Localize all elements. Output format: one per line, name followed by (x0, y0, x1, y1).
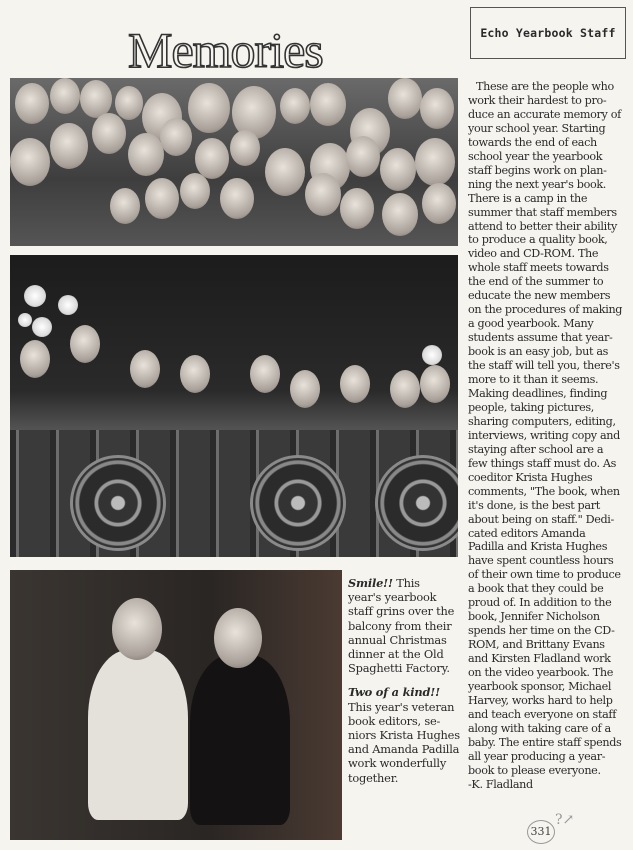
article-line: about being on staff." Dedi- (468, 512, 614, 526)
student-face (145, 178, 179, 219)
article-line: staff begins work on plan- (468, 163, 607, 177)
student-face (20, 340, 50, 378)
editors-photo (10, 570, 342, 840)
article-line: cated editors Amanda (468, 526, 586, 540)
student-face (70, 325, 100, 363)
caption-line: and Amanda Padilla (348, 742, 460, 757)
student-face (180, 173, 210, 209)
article-line: video and CD-ROM. The (468, 247, 599, 261)
article-line: it's done, is the best part (468, 498, 600, 512)
article-line: book, Jennifer Nicholson (468, 610, 600, 624)
student-face (310, 83, 346, 126)
student-face (380, 148, 416, 191)
article-line: There is a camp in the (468, 191, 588, 205)
caption-line: work wonderfully (348, 756, 447, 771)
caption-line: staff grins over the (348, 604, 455, 619)
student-face (110, 188, 140, 224)
student-face (305, 173, 341, 216)
caption-line: Spaghetti Factory. (348, 661, 450, 676)
article-line: comments, "The book, when (468, 484, 620, 498)
student-face (340, 365, 370, 403)
student-face (92, 113, 126, 154)
student-face (115, 86, 143, 120)
article-line: book to please everyone. (468, 763, 601, 777)
article-line: all year producing a year- (468, 749, 606, 763)
staff-box-title: Echo Yearbook Staff (470, 7, 626, 59)
article-line: to produce a quality book, (468, 233, 608, 247)
article-line: educate the new members (468, 289, 611, 303)
student-face (390, 370, 420, 408)
student-face (340, 188, 374, 229)
article-line: Making deadlines, finding (468, 386, 608, 400)
student-face (346, 136, 380, 177)
article-line: people, taking pictures, (468, 400, 595, 414)
student-face (382, 193, 418, 236)
article-line: towards the end of each (468, 135, 597, 149)
staff-collage-photo (10, 78, 458, 246)
article-line: ning the next year's book. (468, 177, 606, 191)
article-line: a book that they could be (468, 582, 604, 596)
caption-lead: Smile!! (348, 576, 393, 590)
article-line: sharing computers, editing, (468, 414, 616, 428)
student-face (195, 138, 229, 179)
student-face (422, 183, 456, 224)
article-line: students assume that year- (468, 331, 613, 345)
article-line: more to it than it seems. (468, 373, 599, 387)
article-line: summer that staff members (468, 205, 617, 219)
article-line: -K. Fladland (468, 777, 533, 791)
staff-article (468, 80, 633, 792)
article-line: whole staff meets towards (468, 261, 609, 275)
student-face (188, 83, 230, 133)
student-face (250, 355, 280, 393)
caption-lead: Two of a kind!! (348, 685, 440, 700)
article-line: a good yearbook. Many (468, 317, 594, 331)
article-line: interviews, writing copy and (468, 428, 620, 442)
decorative-doodle-icon: ?↗ (555, 812, 575, 828)
article-line: coeditor Krista Hughes (468, 470, 593, 484)
article-line: the staff will tell you, there's (468, 359, 620, 373)
caption-line: annual Christmas (348, 632, 447, 647)
caption-line: together. (348, 770, 399, 785)
article-line: school year the yearbook (468, 149, 603, 163)
student-face (290, 370, 320, 408)
caption-line: balcony from their (348, 618, 452, 633)
article-line: Padilla and Krista Hughes (468, 540, 608, 554)
article-line: book is an easy job, but as (468, 345, 609, 359)
caption-line: dinner at the Old (348, 647, 444, 662)
article-line: have spent countless hours (468, 554, 614, 568)
article-line: spends her time on the CD- (468, 624, 615, 638)
photo-captions (348, 576, 463, 785)
article-line: your school year. Starting (468, 121, 606, 135)
article-line: the end of the summer to (468, 275, 604, 289)
article-line: on the procedures of making (468, 303, 623, 317)
article-line: along with taking care of a (468, 721, 611, 735)
student-face (128, 133, 164, 176)
caption-line: This year's veteran (348, 699, 455, 714)
article-line: few things staff must do. As (468, 456, 617, 470)
caption-line: year's yearbook (348, 590, 437, 605)
article-line: and teach everyone on staff (468, 707, 616, 721)
article-line: attend to better their ability (468, 219, 617, 233)
student-face (415, 138, 455, 186)
article-line: work their hardest to pro- (468, 93, 607, 107)
student-face (130, 350, 160, 388)
student-face (280, 88, 310, 124)
article-line: proud of. In addition to the (468, 596, 612, 610)
page-number: 331 (527, 820, 555, 844)
article-line: Harvey, works hard to help (468, 693, 613, 707)
student-face (388, 78, 422, 119)
article-line: yearbook sponsor, Michael (468, 679, 612, 693)
caption-line: book editors, se- (348, 713, 441, 728)
article-line: and Kirsten Fladland work (468, 652, 611, 666)
caption-line: niors Krista Hughes (348, 728, 460, 743)
student-face (220, 178, 254, 219)
article-line: These are the people who (476, 80, 614, 93)
student-face (265, 148, 305, 196)
article-line: duce an accurate memory of (468, 107, 621, 121)
caption-first-line (348, 685, 463, 699)
student-face (50, 78, 80, 114)
article-line: ROM, and Brittany Evans (468, 638, 605, 652)
student-face (420, 88, 454, 129)
student-face (15, 83, 49, 124)
article-line: baby. The entire staff spends (468, 735, 622, 749)
student-face (420, 365, 450, 403)
article-line: of their own time to produce (468, 568, 621, 582)
caption-first-line (348, 576, 463, 590)
article-line: staying after school are a (468, 442, 604, 456)
caption-text: This (392, 576, 420, 590)
page-title: Memories (128, 22, 323, 78)
student-face (10, 138, 50, 186)
student-face (160, 118, 192, 156)
student-face (230, 130, 260, 166)
balcony-group-photo (10, 255, 458, 557)
article-line: on the video yearbook. The (468, 666, 614, 680)
student-face (180, 355, 210, 393)
student-face (50, 123, 88, 169)
